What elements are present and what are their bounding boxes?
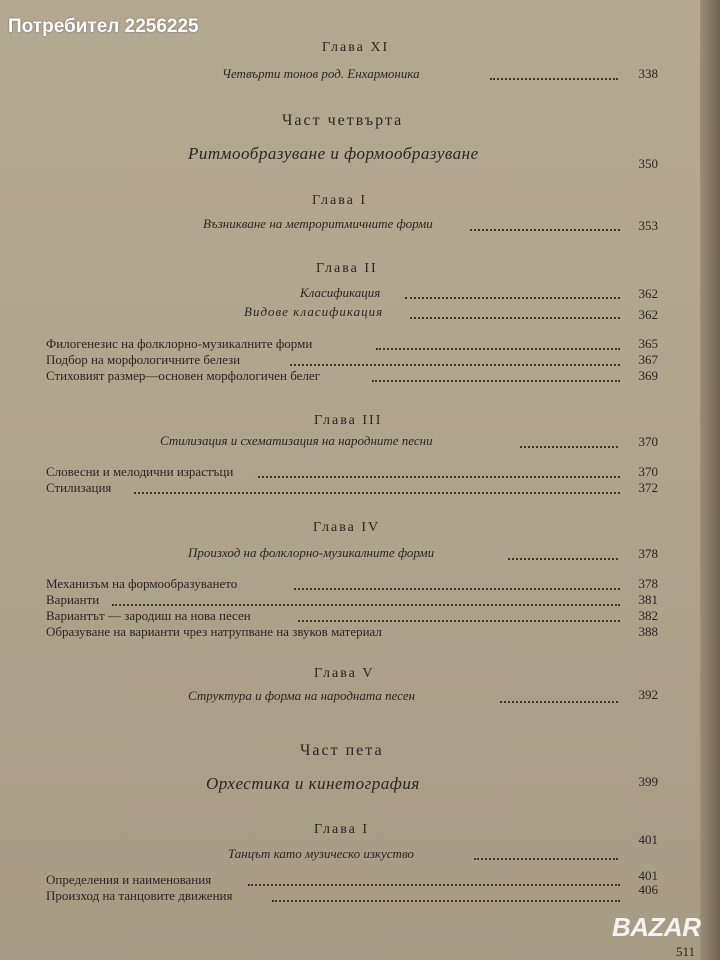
toc-entry-title: Възникване на метроритмичните форми (203, 216, 433, 231)
toc-entry-title: Четвърти тонов род. Енхармоника (222, 66, 420, 81)
leader-dots (470, 229, 620, 231)
leader-dots (298, 620, 620, 622)
leader-dots (474, 858, 618, 860)
leader-dots (272, 900, 620, 902)
page-number: 401 (638, 868, 658, 883)
leader-dots (290, 364, 620, 366)
page-number: 362 (638, 286, 658, 301)
part-heading: Част пета (300, 742, 384, 759)
toc-item: Вариантът — зародиш на нова песен (46, 608, 251, 623)
toc-item: Произход на танцовите движения (46, 888, 233, 903)
bazar-logo: BAZAR (612, 912, 701, 942)
toc-item: Стилизация (46, 480, 112, 495)
leader-dots (500, 701, 618, 703)
leader-dots (248, 884, 620, 886)
toc-entry-title: Стилизация и схематизация на народните песни (160, 433, 433, 448)
toc-item: Определения и наименования (46, 872, 212, 887)
page-number: 372 (638, 480, 658, 495)
chapter-heading: Глава V (314, 666, 375, 681)
corner-page-number: 511 (676, 944, 696, 959)
chapter-heading: Глава I (312, 193, 368, 208)
page-number: 362 (638, 307, 658, 322)
user-watermark: Потребител 2256225 (8, 16, 199, 37)
leader-dots (376, 348, 620, 350)
part-title: Орхестика и кинетография (206, 774, 420, 793)
leader-dots (520, 446, 618, 448)
chapter-heading: Глава XI (322, 40, 390, 55)
page-number: 350 (638, 156, 658, 171)
page-number: 369 (638, 368, 658, 383)
page-number: 338 (638, 66, 658, 81)
page-number: 367 (638, 352, 658, 367)
page-number: 399 (638, 774, 658, 789)
page-number: 378 (638, 576, 658, 591)
toc-item: Филогенезис на фолклорно-музикалните форми (46, 336, 313, 351)
part-title: Ритмообразуване и формообразуване (188, 144, 479, 163)
page-number: 406 (638, 882, 658, 897)
page-number: 370 (638, 434, 658, 449)
toc-entry-title: Произход на фолклорно-музикалните форми (188, 545, 435, 560)
page-edge-shadow (700, 0, 720, 960)
toc-item: Варианти (46, 592, 100, 607)
leader-dots (508, 558, 618, 560)
chapter-heading: Глава IV (313, 520, 381, 535)
toc-item: Словесни и мелодични израстъци (46, 464, 234, 479)
leader-dots (372, 380, 620, 382)
part-heading: Част четвърта (282, 112, 404, 129)
page-number: 365 (638, 336, 658, 351)
page-number: 353 (638, 218, 658, 233)
page-number: 381 (638, 592, 658, 607)
chapter-heading: Глава II (316, 261, 378, 276)
toc-entry-title: Танцът като музическо изкуство (228, 846, 414, 861)
leader-dots (490, 78, 618, 80)
leader-dots (134, 492, 620, 494)
toc-entry-title: Класификация (300, 285, 381, 300)
page-number: 388 (638, 624, 658, 639)
page-number: 382 (638, 608, 658, 623)
toc-entry-title: Структура и форма на народната песен (188, 688, 416, 703)
toc-item: Образуване на варианти чрез натрупване на звуков материал (46, 624, 382, 639)
chapter-heading: Глава III (314, 413, 383, 428)
leader-dots (405, 297, 620, 299)
toc-item: Механизъм на формообразуването (46, 576, 238, 591)
page-number: 370 (638, 464, 658, 479)
leader-dots (294, 588, 620, 590)
toc-item: Подбор на морфологичните белези (46, 352, 241, 367)
chapter-heading: Глава I (314, 822, 370, 837)
toc-item: Стиховият размер—основен морфологичен белег (46, 368, 321, 383)
leader-dots (258, 476, 620, 478)
page-number: 401 (638, 832, 658, 847)
toc-entry-title: Видове класификация (244, 304, 384, 319)
page-number: 392 (638, 687, 658, 702)
leader-dots (112, 604, 620, 606)
leader-dots (410, 317, 620, 319)
page-number: 378 (638, 546, 658, 561)
